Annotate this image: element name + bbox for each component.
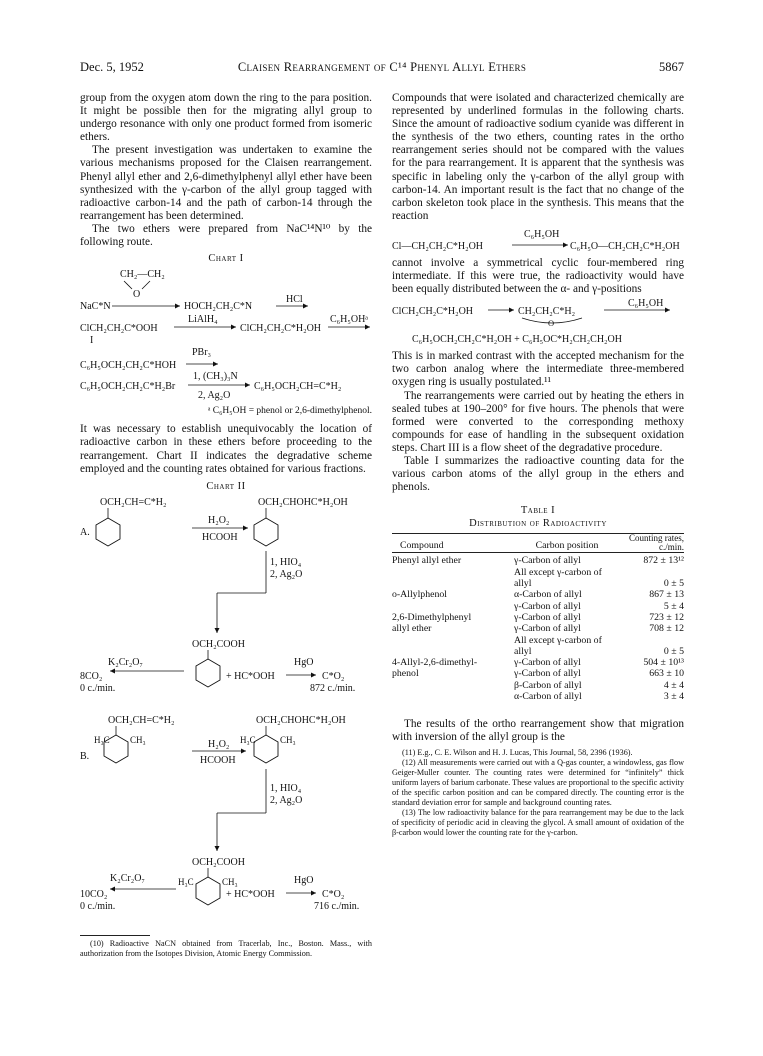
footnote-10: (10) Radioactive NaCN obtained from Tracerlab, Inc., Boston. Mass., with authorization from the Isotopes Division, Atomic Energy Commission. — [80, 938, 372, 958]
rx1-reactant: Cl—CH₂CH₂C*H₂OH — [392, 240, 484, 252]
paragraph: Compounds that were isolated and characterized chemically are represented by underlined formulas in the following charts. Since the amount of radioactive sodium cyanide was different in the synthesis of the two ethers, counting rates in the ortho rearrangement series should not be compared with the values for the para rearrangement. It is apparent that the synthesis was specific in labeling only the γ-carbon of the allyl group with carbon-14. An important result is the fact that no change of the carbon skeleton took place in the synthesis. This means that the reaction — [392, 92, 684, 222]
product-formic-acid: + HC*OOH — [226, 670, 275, 682]
reagent-hcooh: HCOOH — [202, 531, 238, 543]
cell-position: All except γ-carbon of — [514, 634, 602, 646]
product-ether-alcohol: C₆H₅OCH₂CH₂C*HOH — [80, 360, 177, 372]
cell-compound — [392, 601, 508, 612]
product-bromide: C₆H₅OCH₂CH₂C*H₂Br — [80, 381, 176, 393]
table-row — [392, 680, 684, 691]
cell-compound — [392, 635, 508, 646]
cell-rate: 663 ± 10 — [649, 668, 684, 680]
table-caption: Distribution of Radioactivity — [469, 518, 607, 530]
cell-compound: Phenyl allyl ether — [392, 555, 462, 567]
methyl-right: CH₃ — [280, 734, 296, 745]
cell-compound: 4-Allyl-2,6-dimethyl- — [392, 657, 478, 669]
reagent-periodic-acid: 1, HIO₄ — [270, 556, 302, 568]
paragraph: It was necessary to establish unequivocably the location of radioactive carbon in these ethers before proceeding to the rearrangement. Chart II indicates the degradative scheme employed and the counting rates obtained for various fractions. — [80, 423, 372, 475]
cell-compound: allyl ether — [392, 623, 432, 635]
product-co2-8: 8CO₂ — [80, 670, 103, 682]
header-date: Dec. 5, 1952 — [80, 60, 144, 74]
reagent-dichromate: K₂Cr₂O₇ — [108, 656, 143, 668]
cell-compound — [392, 567, 508, 578]
cell-rate: 872 ± 13¹² — [643, 555, 684, 567]
reagent-hgo: HgO — [294, 656, 314, 668]
cell-rate: 723 ± 12 — [649, 611, 684, 623]
product-formic-acid-b: + HC*OOH — [226, 888, 275, 900]
reactant-nacn: NaC*N — [80, 301, 111, 313]
left-column — [80, 92, 372, 959]
product-co2-10: 10CO₂ — [80, 888, 108, 900]
product-co2-b: C*O₂ — [322, 888, 345, 900]
col-header-rate: Counting rates, c./min. — [629, 533, 684, 553]
table-row — [392, 691, 684, 702]
table-label: Table I — [520, 505, 556, 517]
cell-position: α-Carbon of allyl — [514, 589, 582, 601]
methyl-left: H₃C — [178, 876, 194, 887]
product-allyl-ether: C₆H₅OCH₂CH=C*H₂ — [254, 381, 342, 393]
table-row — [392, 567, 684, 578]
rx2-products: C₆H₅OCH₂CH₂C*H₂OH + C₆H₅OC*H₂CH₂CH₂OH — [412, 334, 622, 346]
header-page-number: 5867 — [659, 60, 684, 74]
paragraph: cannot involve a symmetrical cyclic four-membered ring intermediate. If this were true, the radioactivity would have been equally distributed between the α- and γ-positions — [392, 256, 684, 296]
table-row — [392, 623, 684, 634]
methyl-right: CH₃ — [222, 876, 238, 887]
cell-position: β-Carbon of allyl — [514, 679, 582, 691]
reagent-dichromate-b: K₂Cr₂O₇ — [110, 872, 145, 884]
reagent-silver-oxide: 2, Ag₂O — [270, 568, 303, 580]
paragraph: This is in marked contrast with the accepted mechanism for the two carbon analog where the intermediate three-membered oxygen ring is usually postulated.¹¹ — [392, 350, 684, 389]
rx2-oxygen: O — [548, 318, 555, 329]
table-row — [392, 555, 684, 566]
product-glycol-a: OCH₂CHOHC*H₂OH — [258, 496, 348, 508]
table-row — [392, 578, 684, 589]
paragraph: Table I summarizes the radioactive counting data for the various carbon atoms of the allyl group in the ethers and phenols. — [392, 454, 684, 494]
cell-rate: 5 ± 4 — [663, 600, 684, 612]
rate-a: 872 c./min. — [310, 682, 356, 694]
table-row — [392, 646, 684, 657]
footnotes-left — [80, 939, 372, 959]
chart-1-title: Chart I — [208, 253, 244, 265]
cell-rate — [626, 635, 684, 646]
cell-rate: 4 ± 4 — [663, 679, 684, 691]
col-header-position: Carbon position — [535, 540, 599, 552]
reagent-silver-oxide-b: 2, Ag₂O — [270, 794, 303, 806]
table-row — [392, 589, 684, 600]
header-title: Claisen Rearrangement of C¹⁴ Phenyl Allyl Ethers — [237, 60, 527, 74]
cell-compound: phenol — [392, 668, 419, 680]
cell-position: γ-Carbon of allyl — [514, 555, 581, 567]
rx2-intermediate: CH₂CH₂C*H₂ — [518, 306, 576, 318]
reagent-phenol: C₆H₅OHᵃ — [330, 314, 369, 326]
radioactivity-table — [392, 533, 684, 702]
cell-rate: 504 ± 10¹³ — [643, 657, 684, 669]
cell-rate — [626, 567, 684, 578]
reagent-periodic-acid-b: 1, HIO₄ — [270, 782, 302, 794]
reagent-pbr3: PBr₃ — [192, 347, 212, 359]
table-row — [392, 612, 684, 623]
footnote-13: (13) The low radioactivity balance for the para rearrangement may be due to the lack of specificity of periodic acid in cleaving the glycol. A small amount of oxidation of the β-carbon would lower the counting rate for the γ-carbon. — [392, 808, 684, 838]
substrate-a: OCH₂CH=C*H₂ — [100, 496, 167, 508]
paragraph: The present investigation was undertaken to examine the various mechanisms proposed for the Claisen rearrangement. Phenyl allyl ether and 2,6-dimethylphenyl allyl ether have been synthesized with the γ-carbon of the allyl group tagged with radioactive carbon-14 and the path of carbon-14 through the rearrangement has been determined. — [80, 144, 372, 222]
methyl-right: CH₃ — [130, 734, 146, 745]
reagent-silver-oxide: 2, Ag₂O — [198, 390, 231, 402]
chart-1-scheme — [80, 265, 372, 407]
table-row — [392, 657, 684, 668]
reagent-hcl: HCl — [286, 294, 303, 306]
table-row — [392, 635, 684, 646]
paragraph: The results of the ortho rearrangement show that migration with inversion of the allyl group is the — [392, 718, 684, 744]
reagent-lialh4: LiAlH₄ — [188, 314, 218, 326]
substrate-b: OCH₂CH=C*H₂ — [108, 714, 175, 726]
footnote-12: (12) All measurements were carried out with a Q-gas counter, a windowless, gas flow Geiger-Muller counter. The counting rates were determined for “infinitely” thick uniform layers of barium carbonate. These values are proportional to the specific activity of the specific carbon position and can be compared directly. The counting error is the standard deviation error for sample and background counting rates. — [392, 758, 684, 808]
right-column — [392, 92, 684, 838]
cell-compound — [392, 691, 508, 702]
running-header — [80, 60, 684, 76]
cell-compound — [392, 680, 508, 691]
chart-2-title: Chart II — [206, 480, 246, 492]
rate-zero-a: 0 c./min. — [80, 682, 116, 694]
paragraph: The rearrangements were carried out by heating the ethers in sealed tubes at 190–200° for five hours. The phenols that were formed were converted to the corresponding methoxy compounds for ease of handling in the subsequent oxidation steps. Chart III is a flow sheet of the degradative procedure. — [392, 389, 684, 454]
footnotes-right — [392, 748, 684, 838]
cell-rate: 0 ± 5 — [663, 645, 684, 657]
rate-b: 716 c./min. — [314, 900, 360, 912]
reagent-hgo-b: HgO — [294, 874, 314, 886]
rate-zero-b: 0 c./min. — [80, 900, 116, 912]
cell-position: γ-Carbon of allyl — [514, 623, 581, 635]
table-row — [392, 601, 684, 612]
cell-position: γ-Carbon of allyl — [514, 657, 581, 669]
reagent-trimethylamine: 1, (CH₃)₃N — [193, 371, 238, 383]
cell-position: allyl — [514, 645, 532, 657]
chart-1-footnote: ᵃ C₆H₅OH = phenol or 2,6-dimethylphenol. — [207, 406, 372, 417]
paragraph: The two ethers were prepared from NaC¹⁴N¹⁰ by the following route. — [80, 222, 372, 249]
cell-position: α-Carbon of allyl — [514, 691, 582, 702]
product-alcohol: ClCH₂CH₂C*H₂OH — [240, 323, 322, 335]
cell-compound — [392, 578, 508, 589]
cell-compound: 2,6-Dimethylphenyl — [392, 611, 472, 623]
reaction-2 — [392, 296, 684, 350]
col-header-compound: Compound — [400, 540, 444, 552]
footnote-11: (11) E.g., C. E. Wilson and H. J. Lucas, This Journal, 58, 2396 (1936). — [402, 748, 633, 758]
product-glycol-b: OCH₂CHOHC*H₂OH — [256, 714, 346, 726]
cell-rate: 867 ± 13 — [649, 589, 684, 601]
cell-rate: 3 ± 4 — [663, 691, 684, 702]
reagent-h2o2-b: H₂O₂ — [208, 738, 230, 750]
reagent-h2o2: H₂O₂ — [208, 514, 230, 526]
chart-2-scheme — [80, 493, 372, 933]
methyl-left: H₃C — [240, 734, 256, 745]
oxygen-label: O — [133, 289, 141, 301]
cell-compound: o-Allylphenol — [392, 589, 447, 601]
cell-position: γ-Carbon of allyl — [514, 611, 581, 623]
rx2-reagent: C₆H₅OH — [628, 298, 664, 310]
cell-rate: 708 ± 12 — [649, 623, 684, 635]
rx2-reactant: ClCH₂CH₂C*H₂OH — [392, 306, 474, 318]
series-b-label: B. — [80, 750, 90, 762]
product-co2-a: C*O₂ — [322, 670, 345, 682]
cell-rate: 0 ± 5 — [663, 578, 684, 590]
cell-position: All except γ-carbon of — [514, 566, 602, 578]
product-nitrile: HOCH₂CH₂C*N — [184, 301, 253, 313]
product-acid: ClCH₂CH₂C*OOH — [80, 323, 158, 335]
cell-position: γ-Carbon of allyl — [514, 600, 581, 612]
reagent-hcooh-b: HCOOH — [200, 754, 236, 766]
rx1-reagent: C₆H₅OH — [524, 228, 560, 240]
cell-position: allyl — [514, 578, 532, 590]
cell-position: γ-Carbon of allyl — [514, 668, 581, 680]
footnote-rule — [80, 935, 150, 936]
methyl-left: H₃C — [94, 734, 110, 745]
cell-compound — [392, 646, 508, 657]
series-a-label: A. — [80, 526, 90, 538]
table-row — [392, 668, 684, 679]
intermediate-acid-b: OCH₂COOH — [192, 856, 245, 868]
compound-number: I — [90, 335, 94, 347]
ring-label: CH₂—CH₂ — [120, 269, 165, 281]
rx1-product: C₆H₅O—CH₂CH₂C*H₂OH — [570, 240, 680, 252]
intermediate-acid-a: OCH₂COOH — [192, 638, 245, 650]
paragraph: group from the oxygen atom down the ring to the para position. It might be possible then for the migrating allyl group to undergo resonance with only one product formed from isomeric ethers. — [80, 92, 372, 144]
reaction-1 — [392, 223, 684, 257]
